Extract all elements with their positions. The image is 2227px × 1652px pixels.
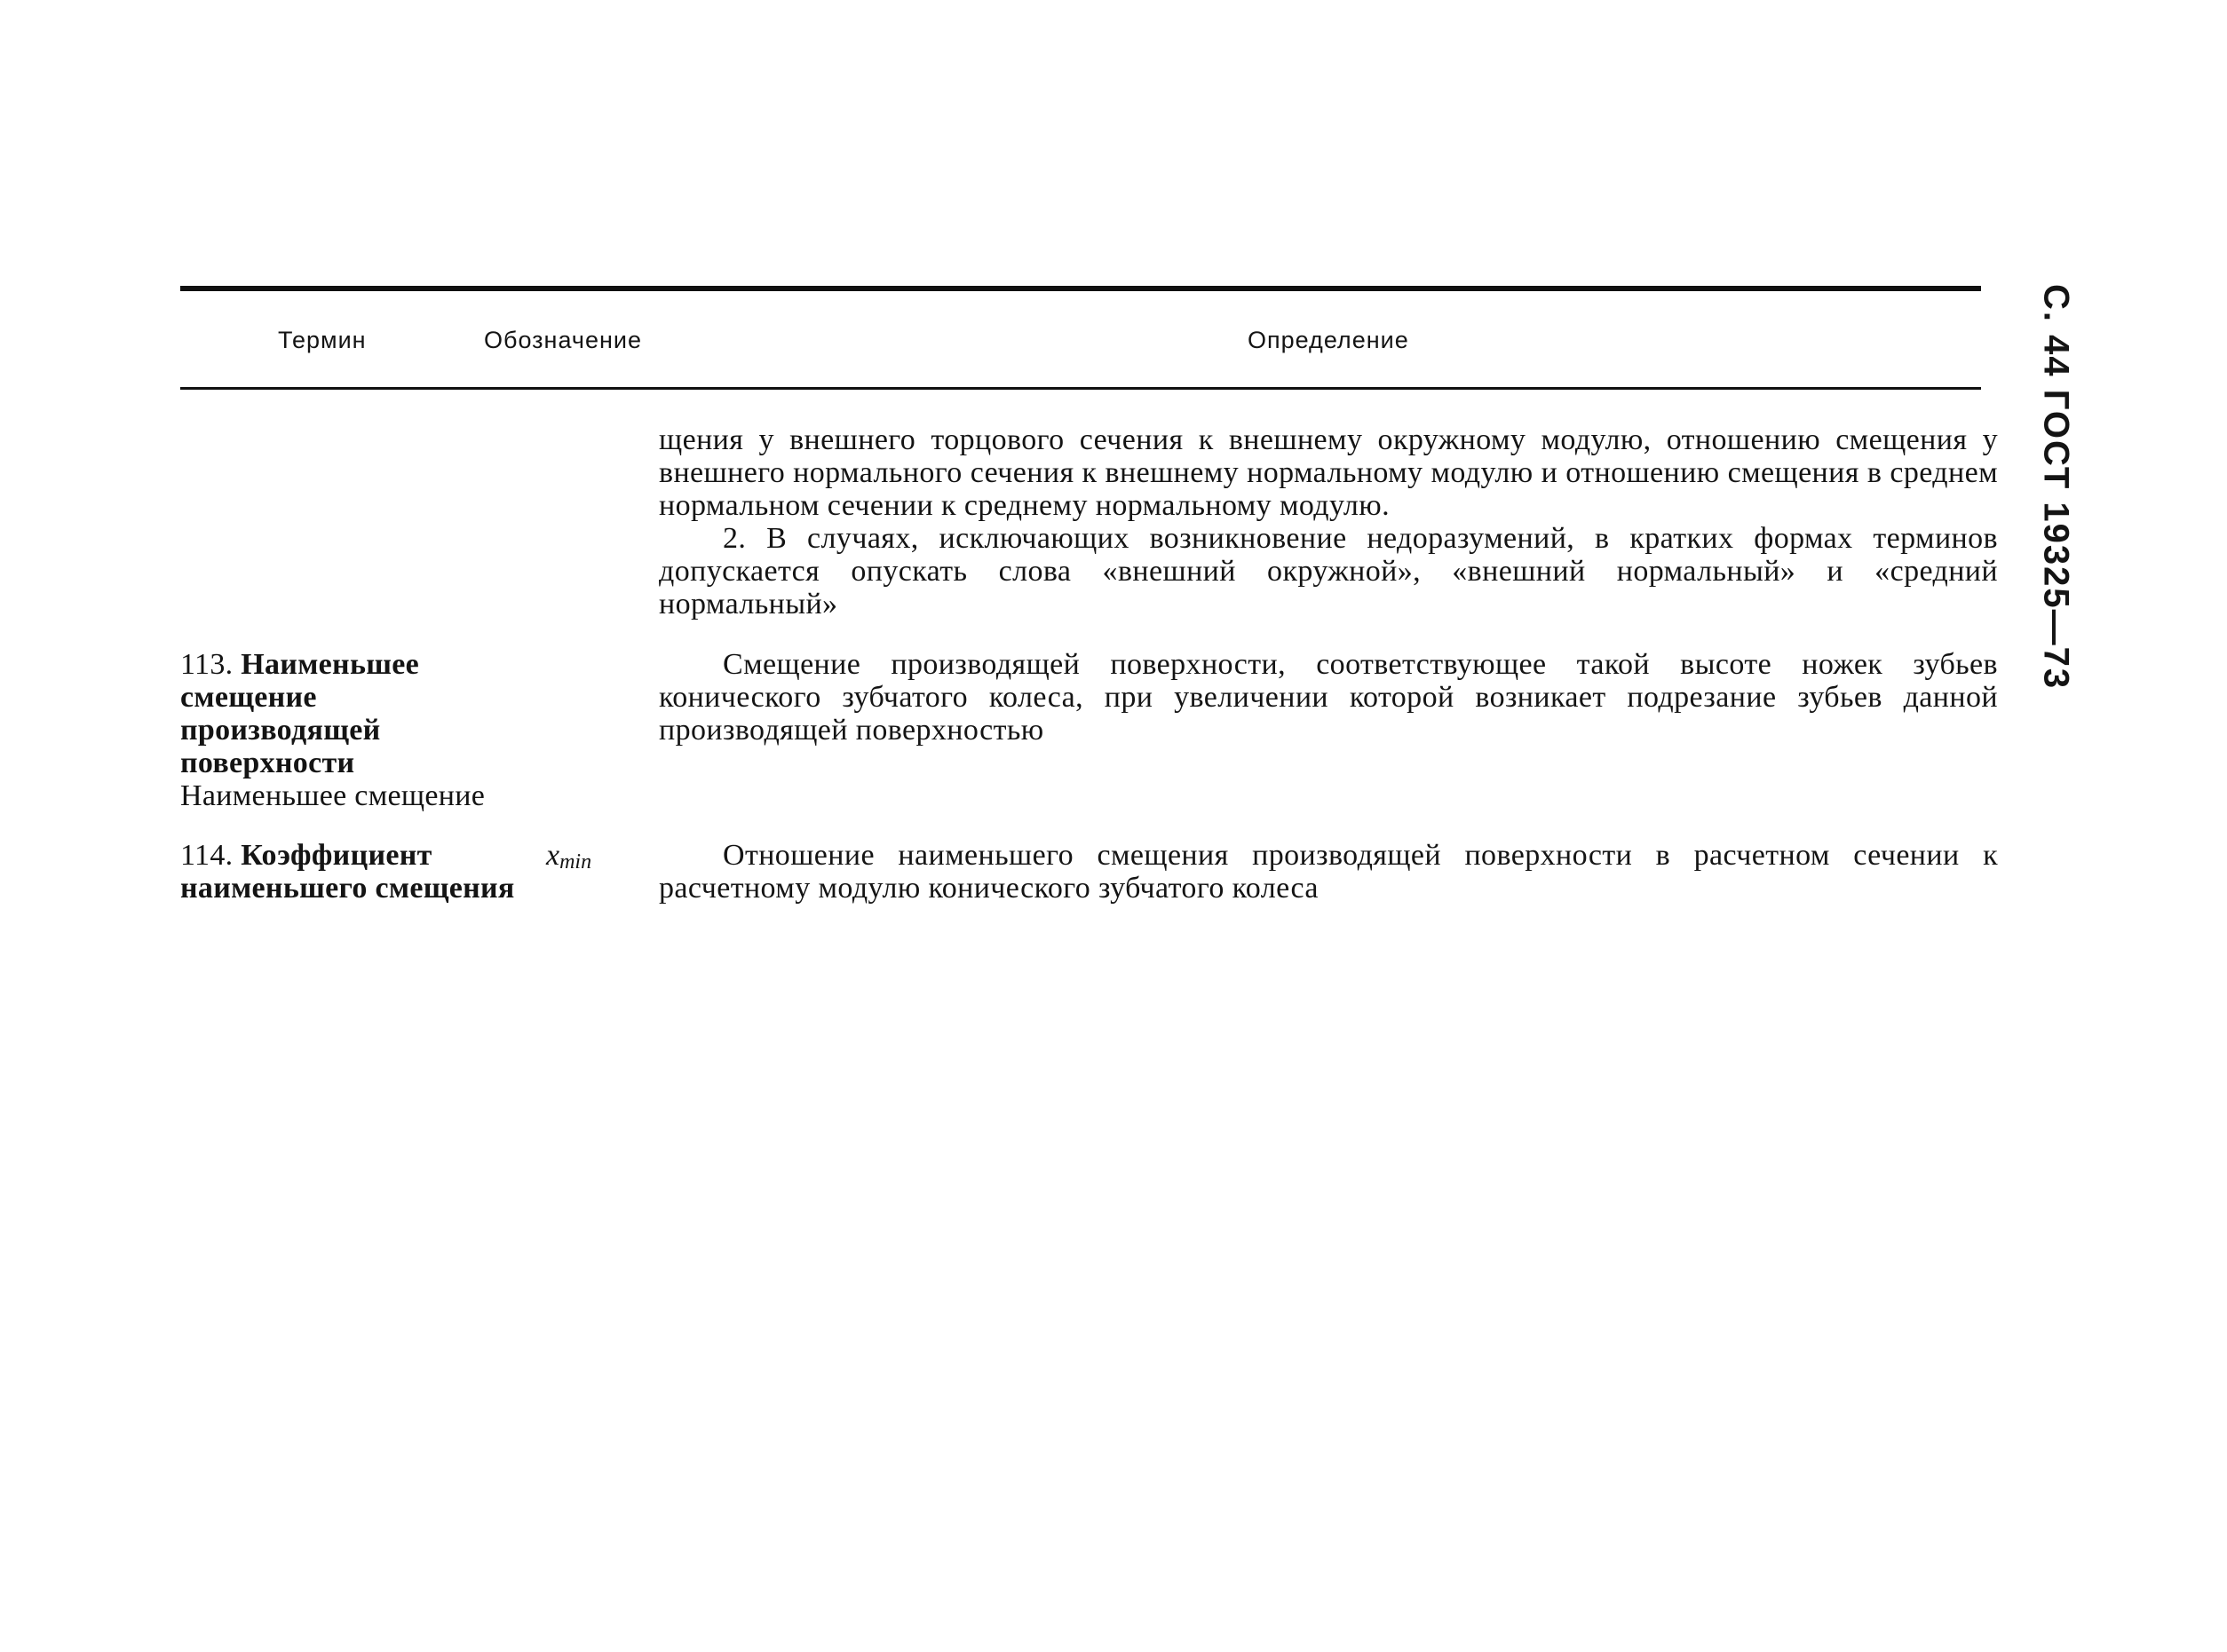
term-number: 114. [180,839,234,872]
page-marker-text: С. 44 ГОСТ 19325—73 [2036,284,2076,691]
symbol-subscript: min [559,850,592,873]
header-definition: Определение [1248,327,1409,353]
definition-113: Смещение производящей поверхности, соответствующее такой высоте ножек зубьев конического зубчатого колеса, при увеличении которой возникает подрезание зубьев данной производящей поверхностью [659,648,1998,747]
table-top-rule [180,286,1981,291]
term-entry-113 [180,648,518,812]
definition-114: Отношение наименьшего смещения производящей поверхности в расчетном сечении к расчетному модулю конического зубчатого колеса [659,839,1998,905]
continuation-definition [659,423,1998,620]
page-marker [2016,284,2096,691]
continuation-paragraph-1: щения у внешнего торцового сечения к внешнему окружному модулю, отношению смещения у внешнего нормального сечения к внешнему нормальному модулю и отношению смещения в среднем нормальном сечении к среднему нормальному модулю. [659,423,1998,522]
term-entry-114 [180,839,518,905]
header-term: Термин [278,327,367,353]
continuation-paragraph-2: 2. В случаях, исключающих возникновение недоразумений, в кратких формах терминов допускается опускать слова «внешний окружной», «внешний нормальный» и «средний нормальный» [659,522,1998,620]
term-name: Наименьшее смещение производящей поверхности [180,648,420,779]
symbol-114 [546,839,591,874]
term-short-form: Наименьшее смещение [180,779,486,812]
table-header-rule [180,387,1981,390]
term-number: 113. [180,648,234,681]
symbol-base: x [546,839,560,872]
term-name: Коэффициент наименьшего смещения [180,839,515,905]
header-symbol: Обозначение [484,327,642,353]
